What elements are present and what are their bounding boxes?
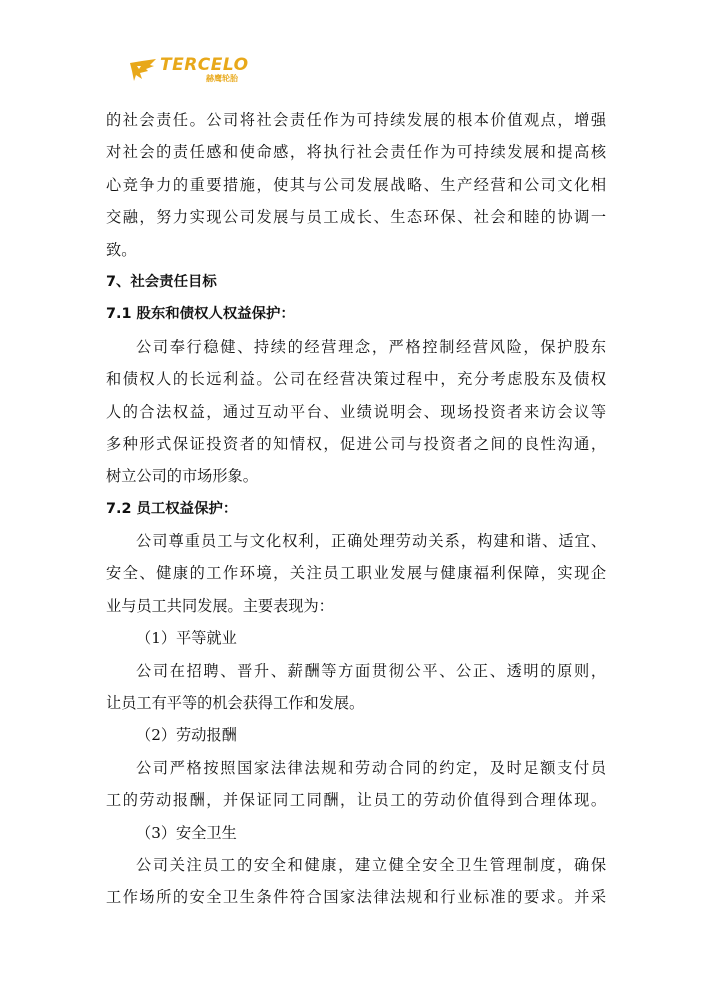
paragraph-line: 让员工有平等的机会获得工作和发展。 <box>106 694 365 713</box>
paragraph-line: 安全、健康的工作环境，关注员工职业发展与健康福利保障，实现企 <box>106 564 606 583</box>
paragraph-line: 公司尊重员工与文化权利，正确处理劳动关系，构建和谐、适宜、 <box>136 532 606 551</box>
paragraph-line: 业与员工共同发展。主要表现为： <box>106 596 334 615</box>
paragraph-line: 人的合法权益，通过互动平台、业绩说明会、现场投资者来访会议等 <box>106 402 606 421</box>
paragraph-line: 公司严格按照国家法律法规和劳动合同的约定，及时足额支付员 <box>136 758 606 777</box>
paragraph-line: 公司奉行稳健、持续的经营理念，严格控制经营风险，保护股东 <box>136 337 606 356</box>
paragraph-line: 和债权人的长远利益。公司在经营决策过程中，充分考虑股东及债权 <box>106 370 606 389</box>
section-heading: 7.1 股东和债权人权益保护： <box>106 306 295 323</box>
paragraph-line: （2）劳动报酬 <box>136 726 237 745</box>
paragraph-line: 工的劳动报酬，并保证同工同酬，让员工的劳动价值得到合理体现。 <box>106 791 606 810</box>
paragraph-line: 公司在招聘、晋升、薪酬等方面贯彻公平、公正、透明的原则， <box>136 661 606 680</box>
paragraph-line: 树立公司的市场形象。 <box>106 467 258 486</box>
paragraph-line: 多种形式保证投资者的知情权，促进公司与投资者之间的良性沟通， <box>106 434 606 453</box>
paragraph-line: 心竞争力的重要措施，使其与公司发展战略、生产经营和公司文化相 <box>106 175 606 194</box>
paragraph-line: 对社会的责任感和使命感，将执行社会责任作为可持续发展和提高核 <box>106 143 606 162</box>
paragraph-line: 的社会责任。公司将社会责任作为可持续发展的根本价值观点，增强 <box>106 111 606 129</box>
document-body <box>106 104 606 914</box>
paragraph-line: （3）安全卫生 <box>136 823 237 842</box>
company-logo <box>128 50 268 90</box>
paragraph-line: （1）平等就业 <box>136 629 237 648</box>
section-heading: 7.2 员工权益保护： <box>106 500 238 517</box>
paragraph-line: 致。 <box>106 240 137 259</box>
paragraph-line: 工作场所的安全卫生条件符合国家法律法规和行业标准的要求。并采 <box>106 888 606 907</box>
paragraph-line: 公司关注员工的安全和健康，建立健全安全卫生管理制度，确保 <box>136 855 606 874</box>
section-heading: 7、社会责任目标 <box>106 273 217 290</box>
eagle-icon <box>128 57 158 83</box>
paragraph-line: 交融，努力实现公司发展与员工成长、生态环保、社会和睦的协调一 <box>106 208 606 227</box>
logo-sub-text: 赫鹰轮胎 <box>206 74 238 83</box>
logo-brand-text: TERCELO <box>160 55 249 75</box>
